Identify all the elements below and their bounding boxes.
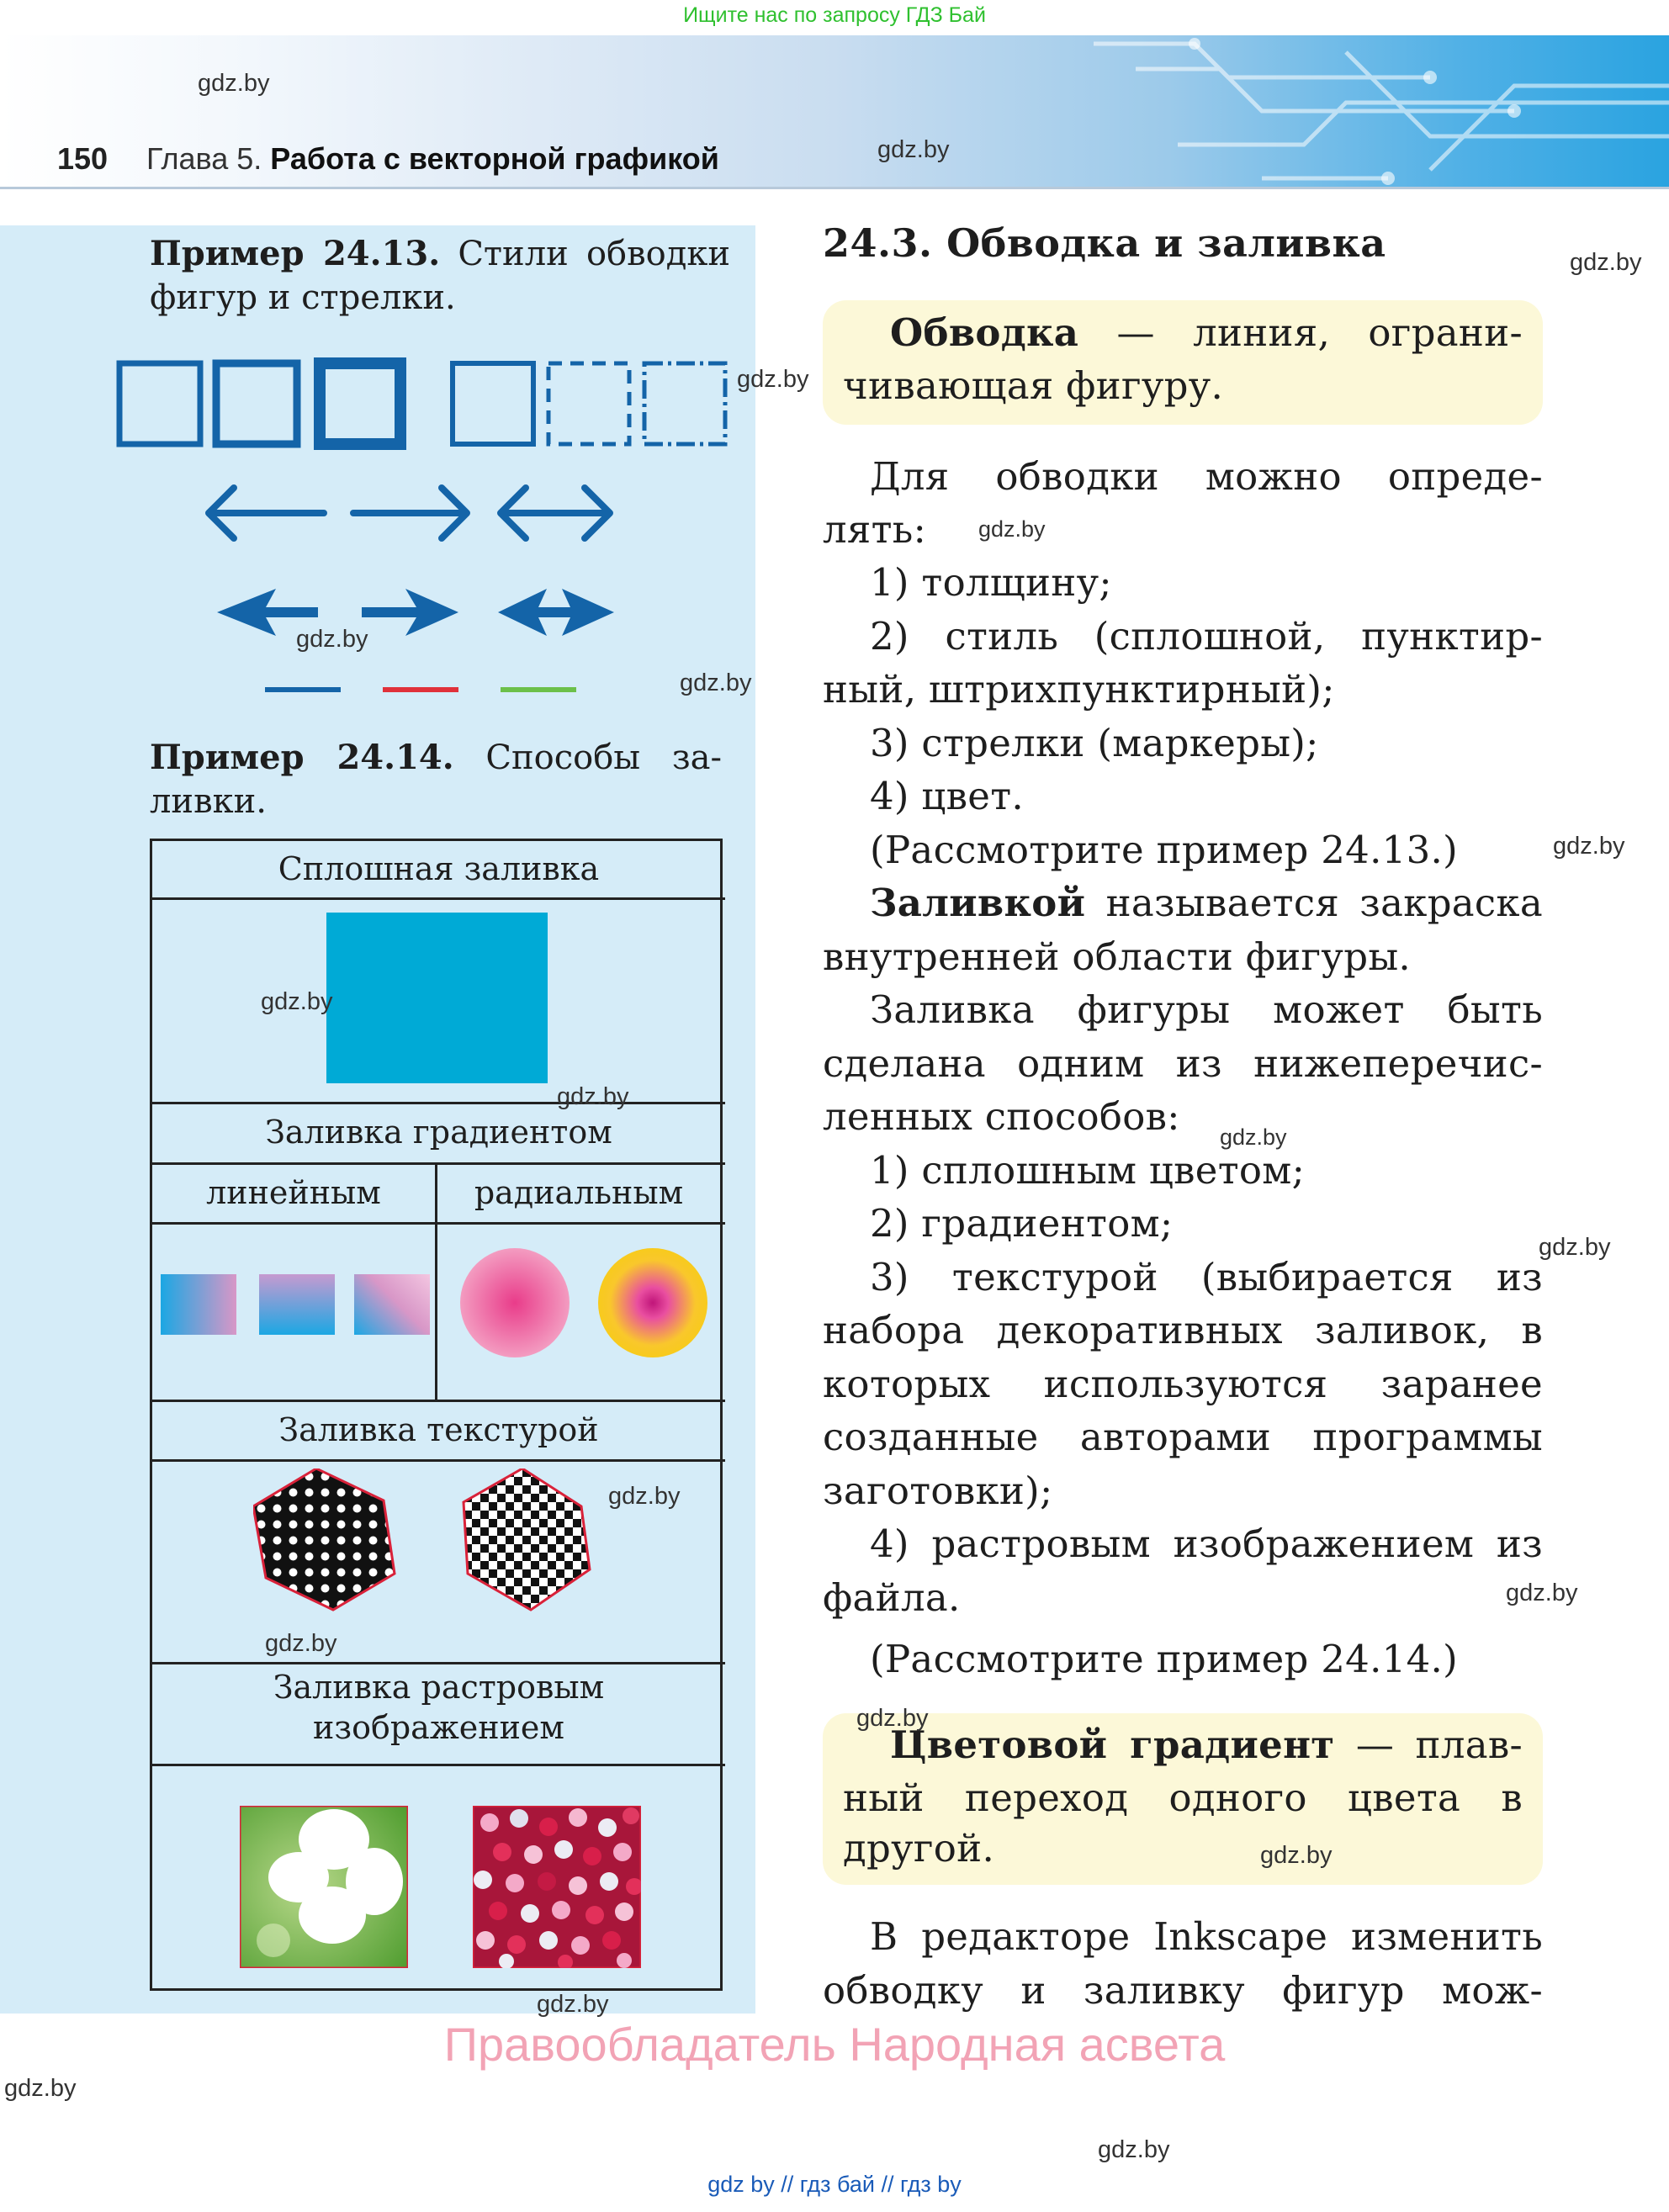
arrow-left-icon <box>209 488 324 538</box>
p2-line-3: ленных способов: <box>823 1094 1180 1139</box>
def2-line-3: другой. <box>843 1826 995 1871</box>
watermark: gdz.by <box>737 366 809 393</box>
radial-gradient-sample-2 <box>598 1248 707 1357</box>
row-texture-header: Заливка текстурой <box>278 1411 599 1448</box>
radial-gradient-sample-1 <box>460 1248 570 1357</box>
section-heading: 24.3. Обводка и заливка <box>823 220 1386 266</box>
col-linear-header: линейным <box>206 1174 381 1211</box>
def1-line-2: чивающая фигуру. <box>843 363 1224 408</box>
row-gradient-header: Заливка градиентом <box>265 1114 612 1151</box>
watermark: gdz.by <box>265 1630 337 1657</box>
divider <box>152 1459 725 1462</box>
last-line-2: обводку и заливку фигур мож- <box>823 1968 1543 2013</box>
list1-item-1: 1) толщину; <box>870 560 1112 605</box>
watermark: gdz.by <box>1570 249 1642 276</box>
list1-item-3: 3) стрелки (маркеры); <box>870 721 1319 765</box>
watermark: gdz.by <box>877 136 950 163</box>
raster-image-hearts <box>473 1806 641 1968</box>
watermark: gdz.by <box>1553 833 1625 860</box>
list2-item-3-cont-3: созданные авторами программы <box>823 1415 1543 1459</box>
checker-texture-hexagon <box>464 1468 590 1610</box>
example-24-13-caption <box>150 232 730 320</box>
watermark: gdz.by <box>1260 1842 1333 1869</box>
watermark: gdz.by <box>608 1483 681 1510</box>
def2-rest: — плав- <box>1355 1723 1523 1767</box>
linear-gradient-sample-1 <box>161 1274 236 1335</box>
arrow-both-filled-icon <box>498 589 614 636</box>
example-label: Пример 24.14. <box>150 738 454 777</box>
list2-item-4: 4) растровым изображением из <box>870 1521 1543 1566</box>
watermark: gdz.by <box>557 1083 629 1110</box>
square-dashdot <box>644 363 725 444</box>
example-24-14-caption <box>150 736 722 823</box>
chapter-prefix: Глава 5. <box>146 141 262 176</box>
fill-line-2: внутренней области фигуры. <box>823 934 1412 979</box>
fill-methods-table <box>150 839 723 1991</box>
watermark: gdz.by <box>296 626 368 653</box>
p1-line-2: лять: <box>823 507 927 552</box>
dot-texture-hexagon <box>253 1468 395 1610</box>
arrow-right-icon <box>353 488 467 538</box>
list2-item-3-cont-4: заготовки); <box>823 1468 1053 1513</box>
watermark: gdz.by <box>1539 1234 1611 1261</box>
def1-line-1 <box>843 306 1523 360</box>
list1-item-2-cont: ный, штрихпунктирный); <box>823 667 1335 712</box>
list1-item-4: 4) цвет. <box>870 774 1024 818</box>
square-medium <box>216 363 297 444</box>
watermark: gdz.by <box>4 2075 77 2102</box>
def2-term: Цветовой градиент <box>890 1723 1335 1767</box>
solid-fill-square <box>326 913 548 1083</box>
square-thin <box>119 363 200 444</box>
arrow-both-icon <box>501 488 610 538</box>
def2-line-1 <box>843 1718 1523 1772</box>
example-text: Способы за- ливки. <box>150 738 722 821</box>
list1-item-2: 2) стиль (сплошной, пунктир- <box>870 614 1543 659</box>
footer-links[interactable]: gdz by // гдз бай // гдз by <box>707 2172 962 2197</box>
raster-header-line-1: Заливка растровым <box>273 1669 605 1706</box>
square-thick <box>320 363 400 444</box>
copyright-notice: Правообладатель Народная асвета <box>443 2018 1226 2071</box>
divider <box>152 1764 725 1766</box>
linear-gradient-sample-3 <box>354 1274 430 1335</box>
header-divider <box>0 187 1669 189</box>
fill-term: Заливкой <box>870 881 1086 925</box>
def2-line-2: ный переход одного цвета в <box>843 1775 1523 1820</box>
watermark: gdz.by <box>1098 2136 1170 2163</box>
square-dashed <box>548 363 629 444</box>
list2-item-2: 2) градиентом; <box>870 1201 1174 1246</box>
def1-rest: — линия, ограни- <box>1116 310 1523 355</box>
last-line-1: В редакторе Inkscape изменить <box>870 1914 1543 1959</box>
row-solid-sample <box>152 900 725 1102</box>
chapter-title <box>146 141 719 177</box>
list2-item-1: 1) сплошным цветом; <box>870 1148 1306 1193</box>
raster-image-clover <box>240 1806 408 1968</box>
divider <box>152 1222 725 1225</box>
col-radial-header: радиальным <box>474 1174 684 1211</box>
chapter-name: Работа с векторной графикой <box>270 141 719 176</box>
watermark: gdz.by <box>1220 1125 1287 1150</box>
watermark: gdz.by <box>856 1705 929 1732</box>
watermark: gdz.by <box>261 988 333 1015</box>
watermark: gdz.by <box>680 669 752 696</box>
divider <box>152 1662 725 1664</box>
arrow-right-filled-icon <box>362 589 458 636</box>
p1-line-1: Для обводки можно опреде- <box>870 454 1543 499</box>
page-number: 150 <box>57 141 109 176</box>
top-note: Ищите нас по запросу ГДЗ Бай <box>683 3 986 27</box>
watermark: gdz.by <box>1506 1580 1578 1606</box>
list2-item-4-cont: файла. <box>823 1575 961 1620</box>
watermark: gdz.by <box>537 1991 609 2018</box>
fill-line-1 <box>870 876 1543 930</box>
linear-gradient-sample-2 <box>259 1274 335 1335</box>
row-raster-header <box>152 1667 725 1760</box>
see-example-1: (Рассмотрите пример 24.13.) <box>870 828 1459 872</box>
p2-line-2: сделана одним из нижеперечис- <box>823 1041 1543 1086</box>
watermark: gdz.by <box>978 516 1046 542</box>
example-text: Стили обводки фигур и стрелки. <box>150 235 730 317</box>
see-example-2: (Рассмотрите пример 24.14.) <box>870 1637 1459 1681</box>
def1-term: Обводка <box>890 310 1079 355</box>
fill-rest: называется закраска <box>1105 881 1543 925</box>
stroke-styles-illustration <box>109 345 752 706</box>
raster-header-line-2: изображением <box>313 1709 564 1746</box>
vertical-divider <box>435 1162 437 1400</box>
example-label: Пример 24.13. <box>150 234 441 273</box>
square-thin-2 <box>453 363 533 444</box>
row-solid-header: Сплошная заливка <box>278 850 600 887</box>
list2-item-3-cont-1: набора декоративных заливок, в <box>823 1308 1543 1352</box>
texture-samples <box>253 1468 623 1654</box>
p2-line-1: Заливка фигуры может быть <box>870 987 1543 1032</box>
list2-item-3-cont-2: которых используются заранее <box>823 1362 1543 1406</box>
watermark: gdz.by <box>198 70 270 97</box>
list2-item-3: 3) текстурой (выбирается из <box>870 1255 1543 1299</box>
